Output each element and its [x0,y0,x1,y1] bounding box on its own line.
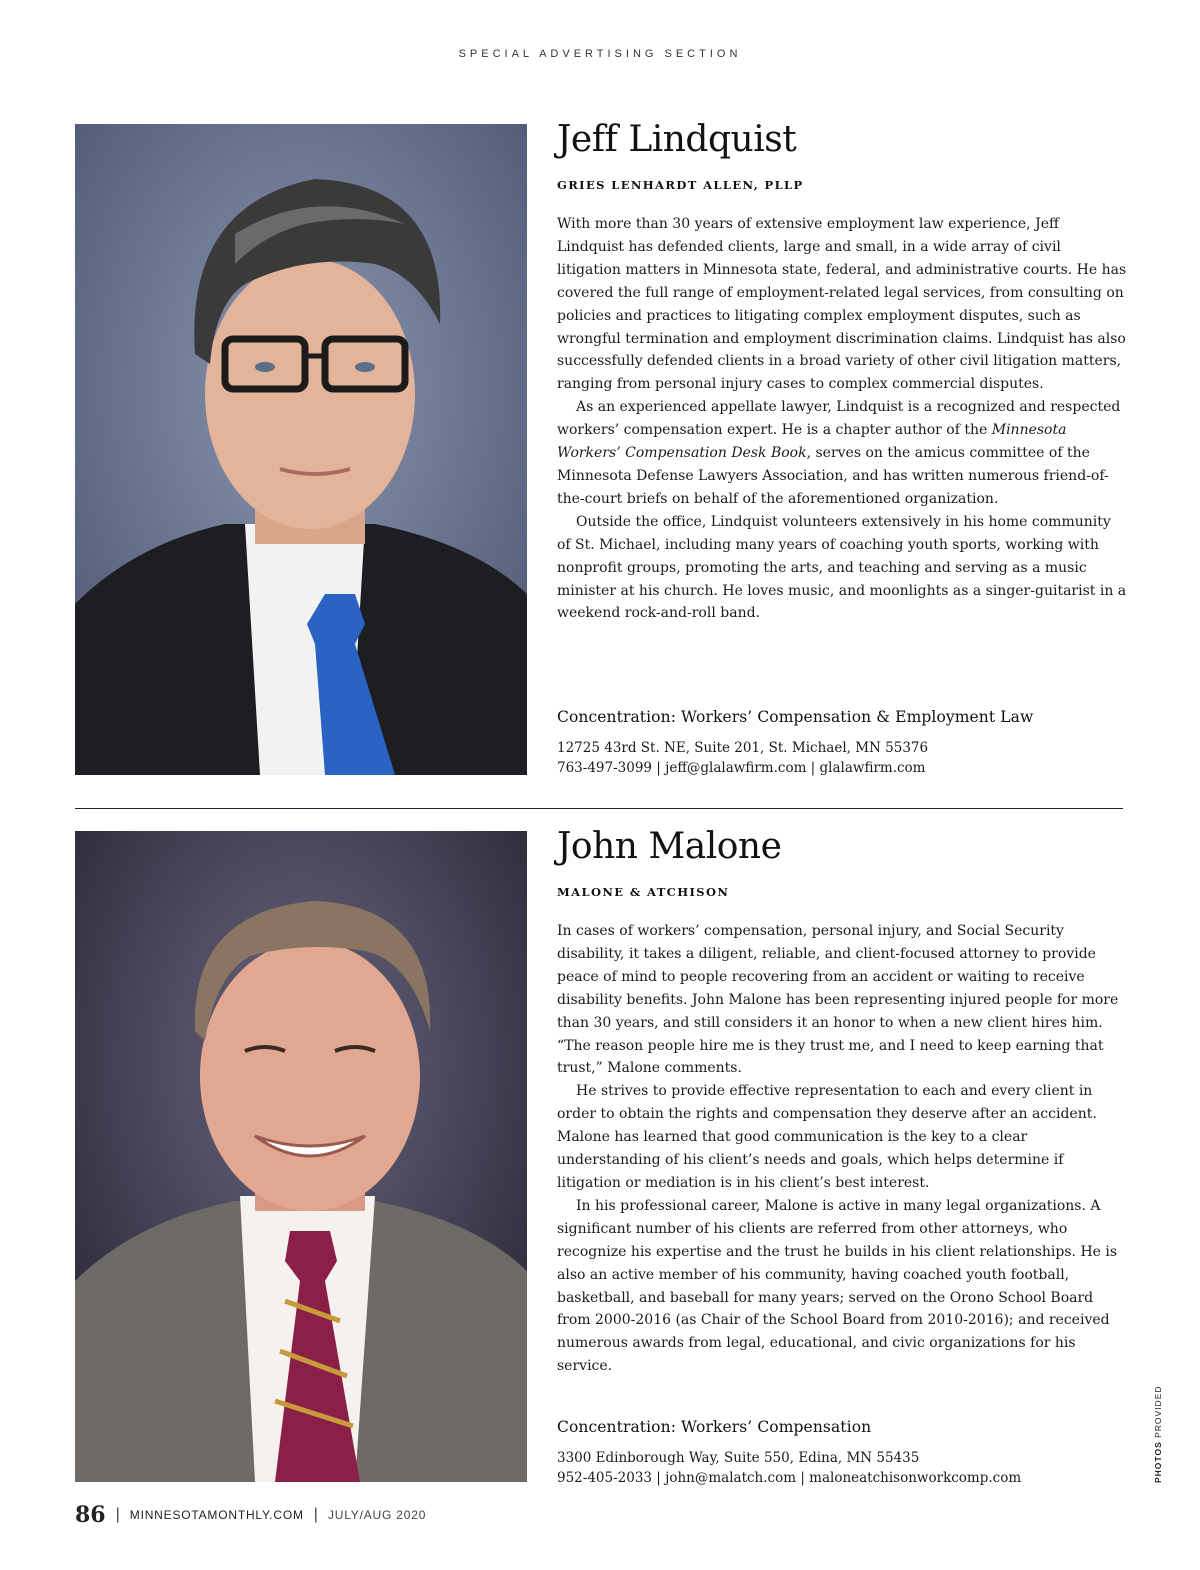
issue-date: JULY/AUG 2020 [327,1508,427,1522]
page-footer [75,1502,426,1528]
bio [557,213,1127,625]
concentration: Concentration: Workers’ Compensation [557,1418,872,1436]
book-title: Minnesota Workers’ Compensation Desk Book [557,422,1067,462]
section-divider [75,808,1123,809]
contact-block [557,1448,1021,1488]
page-number: 86 [75,1502,106,1528]
footer-separator: | [313,1506,318,1523]
contact-info: 952-405-2033 | john@malatch.com | maloneatchisonworkcomp.com [557,1470,1022,1486]
profile-malone [557,825,1127,1495]
bio-paragraph: He strives to provide effective representation to each and every client in order to obtain the rights and compensation they deserve after an accident. Malone has learned that good communication is the key to a clear understanding of his client’s needs and goals, which helps determine if litigation or mediation is in his client’s best interest. [557,1083,1097,1191]
photo-credit-text: PROVIDED [1153,1385,1163,1442]
firm-name: MALONE & ATCHISON [557,885,730,899]
bio-paragraph: Outside the office, Lindquist volunteers extensively in his home community of St. Michael, including many years of coaching youth sports, working with nonprofit groups, promoting the arts, and teaching and serving as a music minister at his church. He loves music, and moonlights as a singer-guitarist in a weekend rock-and-roll band. [557,513,1127,622]
footer-separator: | [115,1506,120,1523]
attorney-name: John Malone [557,826,782,867]
contact-block [557,738,928,778]
bio-paragraph: In his professional career, Malone is active in many legal organizations. A significant number of his clients are referred from other attorneys, who recognize his expertise and the trust he builds in his client relationships. He is also an active member of his community, having coached youth football, basketball, and baseball for many years; served on the Orono School Board from 2000-2016 (as Chair of the School Board from 2010-2016); and received numerous awards from legal, educational, and civic organizations for his service. [557,1197,1118,1375]
bio-text: As an experienced appellate lawyer, Lindquist is a recognized and respected workers’ compensation expert. He is a chapter author of the [557,399,1121,439]
address: 12725 43rd St. NE, Suite 201, St. Michael, MN 55376 [557,740,929,756]
concentration: Concentration: Workers’ Compensation & Employment Law [557,708,1034,726]
photo-credit-label: PHOTOS [1153,1441,1163,1483]
bio [557,920,1127,1378]
contact-info: 763-497-3099 | jeff@glalawfirm.com | glalawfirm.com [557,760,926,776]
portrait-photo-malone [75,831,527,1482]
section-header: SPECIAL ADVERTISING SECTION [458,48,742,60]
portrait-photo-lindquist [75,124,527,775]
bio-paragraph: In cases of workers’ compensation, personal injury, and Social Security disability, it takes a diligent, reliable, and client-focused attorney to provide peace of mind to people recovering from an accident or waiting to receive disability benefits. John Malone has been representing injured people for more than 30 years, and still considers it an honor to when a new client hires him. “The reason people hire me is they trust me, and I need to keep earning that trust,” Malone comments. [557,923,1119,1077]
bio-paragraph [557,396,1127,511]
profile-lindquist [557,118,1127,788]
website-name: MINNESOTAMONTHLY.COM [129,1508,304,1522]
bio-paragraph: With more than 30 years of extensive employment law experience, Jeff Lindquist has defended clients, large and small, in a wide array of civil litigation matters in Minnesota state, federal, and administrative courts. He has covered the full range of employment-related legal services, from consulting on policies and practices to litigating complex employment disputes, such as wrongful termination and employment discrimination claims. Lindquist has also successfully defended clients in a broad variety of other civil litigation matters, ranging from personal injury cases to complex commercial disputes. [557,216,1127,393]
photo-credit [1153,1385,1163,1483]
firm-name: GRIES LENHARDT ALLEN, PLLP [557,178,804,192]
address: 3300 Edinborough Way, Suite 550, Edina, MN 55435 [557,1450,920,1466]
attorney-name: Jeff Lindquist [557,119,797,160]
bio-text: , serves on the amicus committee of the Minnesota Defense Lawyers Association, and has written numerous friend-of-the-court briefs on behalf of the aforementioned organization. [557,445,1109,507]
